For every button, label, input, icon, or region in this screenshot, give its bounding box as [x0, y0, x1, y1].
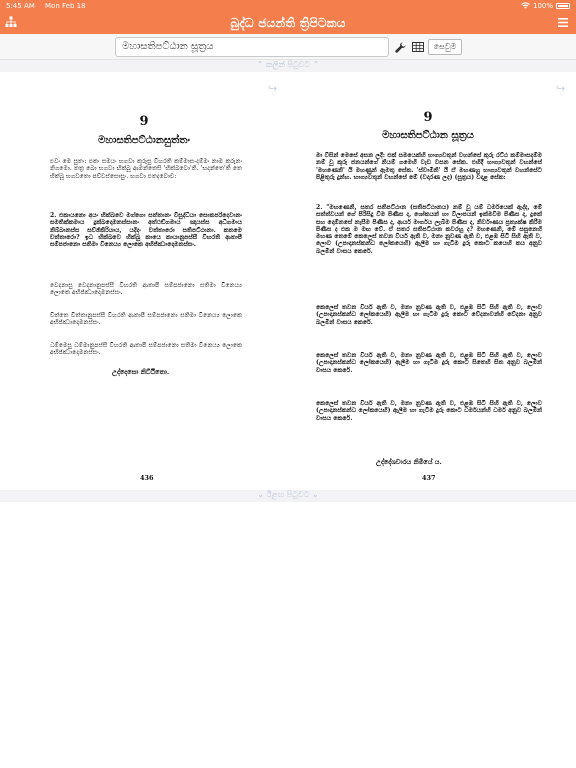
right-folio: 437	[422, 474, 436, 482]
redo-icon[interactable]: ↪	[268, 82, 278, 95]
left-page	[0, 72, 288, 490]
left-para-4: චිත්තෙ චිත්තානුපස්සී විහරති ආතාපී සම්පජානො සතිමා විනෙය්‍ය ලොකෙ අභිජ්ඣාදොමනස්සං.	[50, 312, 242, 327]
grid-icon[interactable]	[410, 39, 426, 55]
battery-percent: 100%	[532, 2, 553, 10]
right-para-1: මා විසින් මෙසේ අසන ලදී: එක් සමයෙක්හි භාග්‍යවතුන් වහන්සේ කුරු රට්ඨ කම්මාසදම්ම නම් වූ කුරු ජනයන්ගේ නියම් ගමෙහි වැඩ වසන සේක. එහිදී භාග්‍යවතුන් වහන්සේ 'මහණෙනි' යි මහණුන් ඇමතූ සේක. 'ස්වාමීනි' යි ඒ මහණහු භාග්‍යවතුන් වහන්සේට පිළිතුරු දුන්හ. භාග්‍යවතුන් වහන්සේ මේ (වදාරණ ලද) (සූත්‍රය) වදාළ සේක:	[316, 152, 542, 181]
left-page-title: මහාසතිපට්ඨානසුත්තං	[98, 135, 190, 146]
left-para-5: ධම්මෙසු ධම්මානුපස්සී විහරති ආතාපී සම්පජානො සතිමා විනෙය්‍ය ලොකෙ අභිජ්ඣාදොමනස්සං.	[50, 342, 242, 357]
previous-page-button[interactable]: ⌃ කලින් පිටුවට ⌃	[0, 60, 576, 72]
seek-button[interactable]: සෙවුම	[428, 39, 462, 55]
menu-icon[interactable]	[556, 16, 570, 30]
right-para-5: කෙලෙස් තවන වීර්ය ඇති ව, මනා නුවණ ඇති ව, එළඹ සිටි සිහි ඇති ව, ලොව (උපාදානස්කන්ධ ලෝකයෙහි) ඇලීම හා ගැටීම දුරු කොට ධර්මයන්හි ධර්ම අනුව බලමින් වාසය කෙරේ.	[316, 400, 542, 422]
status-left	[6, 2, 94, 10]
right-para-4: කෙලෙස් තවන වීර්ය ඇති ව, මනා නුවණ ඇති ව, එළඹ සිටි සිහි ඇති ව, ලොව (උපාදානස්කන්ධ ලෝකයෙහි) ඇලීම හා ගැටීම දුරු කොට සිතෙහි සිත අනුව බලමින් වාසය කෙරේ.	[316, 352, 542, 374]
app-title: බුද්ධ ජයන්ති ත්‍රිපිටකය	[230, 15, 346, 30]
status-bar	[0, 0, 576, 12]
next-page-button[interactable]: ⌄ ඊළඟ පිටුවට ⌄	[0, 490, 576, 502]
right-section-end: උද්දේශවාරය නිමියේ ය.	[376, 458, 442, 466]
right-page-number: 9	[423, 110, 433, 125]
right-para-3: කෙලෙස් තවන වීර්ය ඇති ව, මනා නුවණ ඇති ව, එළඹ සිටි සිහි ඇති ව, ලොව (උපාදානස්කන්ධ ලෝකයෙහි) ඇලීම හා ගැටීම දුරු කොට වේදනාවන්හි වේදනා අනුව බලමින් වාසය කෙරේ.	[316, 304, 542, 326]
status-right	[521, 2, 570, 11]
right-page	[288, 72, 576, 490]
left-folio: 436	[140, 474, 154, 482]
battery-icon	[556, 3, 570, 9]
search-input[interactable]: මහාසතිපට්ඨාන සූත්‍රය	[115, 37, 389, 57]
left-para-2: 2. එකායනො අයං භික්ඛවෙ මග්ගො සත්තානං විසුද්ධියා සොකපරිදෙවානං සමතික්කමාය දුක්ඛදොමනස්සානං අත්ථඞ්ගමාය ඤායස්ස අධිගමාය නිබ්බානස්ස සච්ඡිකිරියාය, යදිදං චත්තාරො සතිපට්ඨානා. කතමෙ චත්තාරො? ඉධ භික්ඛවෙ භික්ඛු කායෙ කායානුපස්සී විහරති ආතාපී සම්පජානො සතිමා විනෙය්‍ය ලොකෙ අභිජ්ඣාදොමනස්සං.	[50, 212, 242, 249]
right-page-title: මහාසතිපට්ඨාන සූත්‍රය	[382, 130, 474, 141]
hierarchy-icon[interactable]	[4, 16, 18, 30]
left-para-1: එවං මෙ සුතං: එකං සමයං භගවා කුරූසු විහරති කම්මාස-දම්මං නාම කුරූනං නිගමො. තත්‍ර ඛො භගවා භික්ඛූ ආමන්තෙසි 'භික්ඛවො'ති. 'භදන්තෙ'ති තෙ භික්ඛූ භගවතො පච්චස්සොසුං. භගවා එතදවොච:	[50, 158, 242, 180]
status-time: 5:45 AM	[6, 2, 35, 10]
wrench-icon[interactable]	[392, 39, 408, 55]
nav-bar	[0, 12, 576, 34]
left-para-3: වෙදනාසු වෙදනානුපස්සී විහරති ආතාපී සම්පජානො සතිමා විනෙය්‍ය ලොකෙ අභිජ්ඣාදොමනස්සං.	[50, 282, 242, 297]
status-date: Mon Feb 18	[45, 2, 86, 10]
redo-icon-right[interactable]: ↪	[556, 82, 566, 95]
left-section-end: උද්දෙසො නිට්ඨිතො.	[112, 368, 170, 376]
right-para-2: 2. "මහණෙනි, සතර සතිපට්ඨාන (සතිපට්ඨානය) නම් වූ යම් ධර්මයෙක් ඇද්ද, මේ සත්ත්වයන් ගේ පිරිසිදු වීම පිණිස ද, ශෝකයන් හා විලාපයන් ඉක්මවීම පිණිස ද, දුකේ සහ දොම්නසේ නැසීම පිණිස ද, ආර්ය මාර්ගය ලැබීම පිණිස ද, නිර්වාණය ප්‍රත්‍යක්ෂ කිරීම පිණිස ද එක ම මඟ වේ. ඒ සතර සතිපට්ඨාන කවරහු ද? මහණෙනි, මේ සසුනෙහි මහණ තෙමේ කෙලෙස් තවන වීර්ය ඇති ව, මනා නුවණ ඇති ව, එළඹ සිටි සිහි ඇති ව, ලොව (උපාදානස්කන්ධ ලෝකයෙහි) ඇලීම හා ගැටීම දුරු කොට කයෙහි කය අනුව බලමින් වාසය කෙරේ.	[316, 204, 542, 255]
search-toolbar	[0, 34, 576, 60]
left-page-number: 9	[139, 114, 149, 129]
wifi-icon	[521, 2, 530, 11]
